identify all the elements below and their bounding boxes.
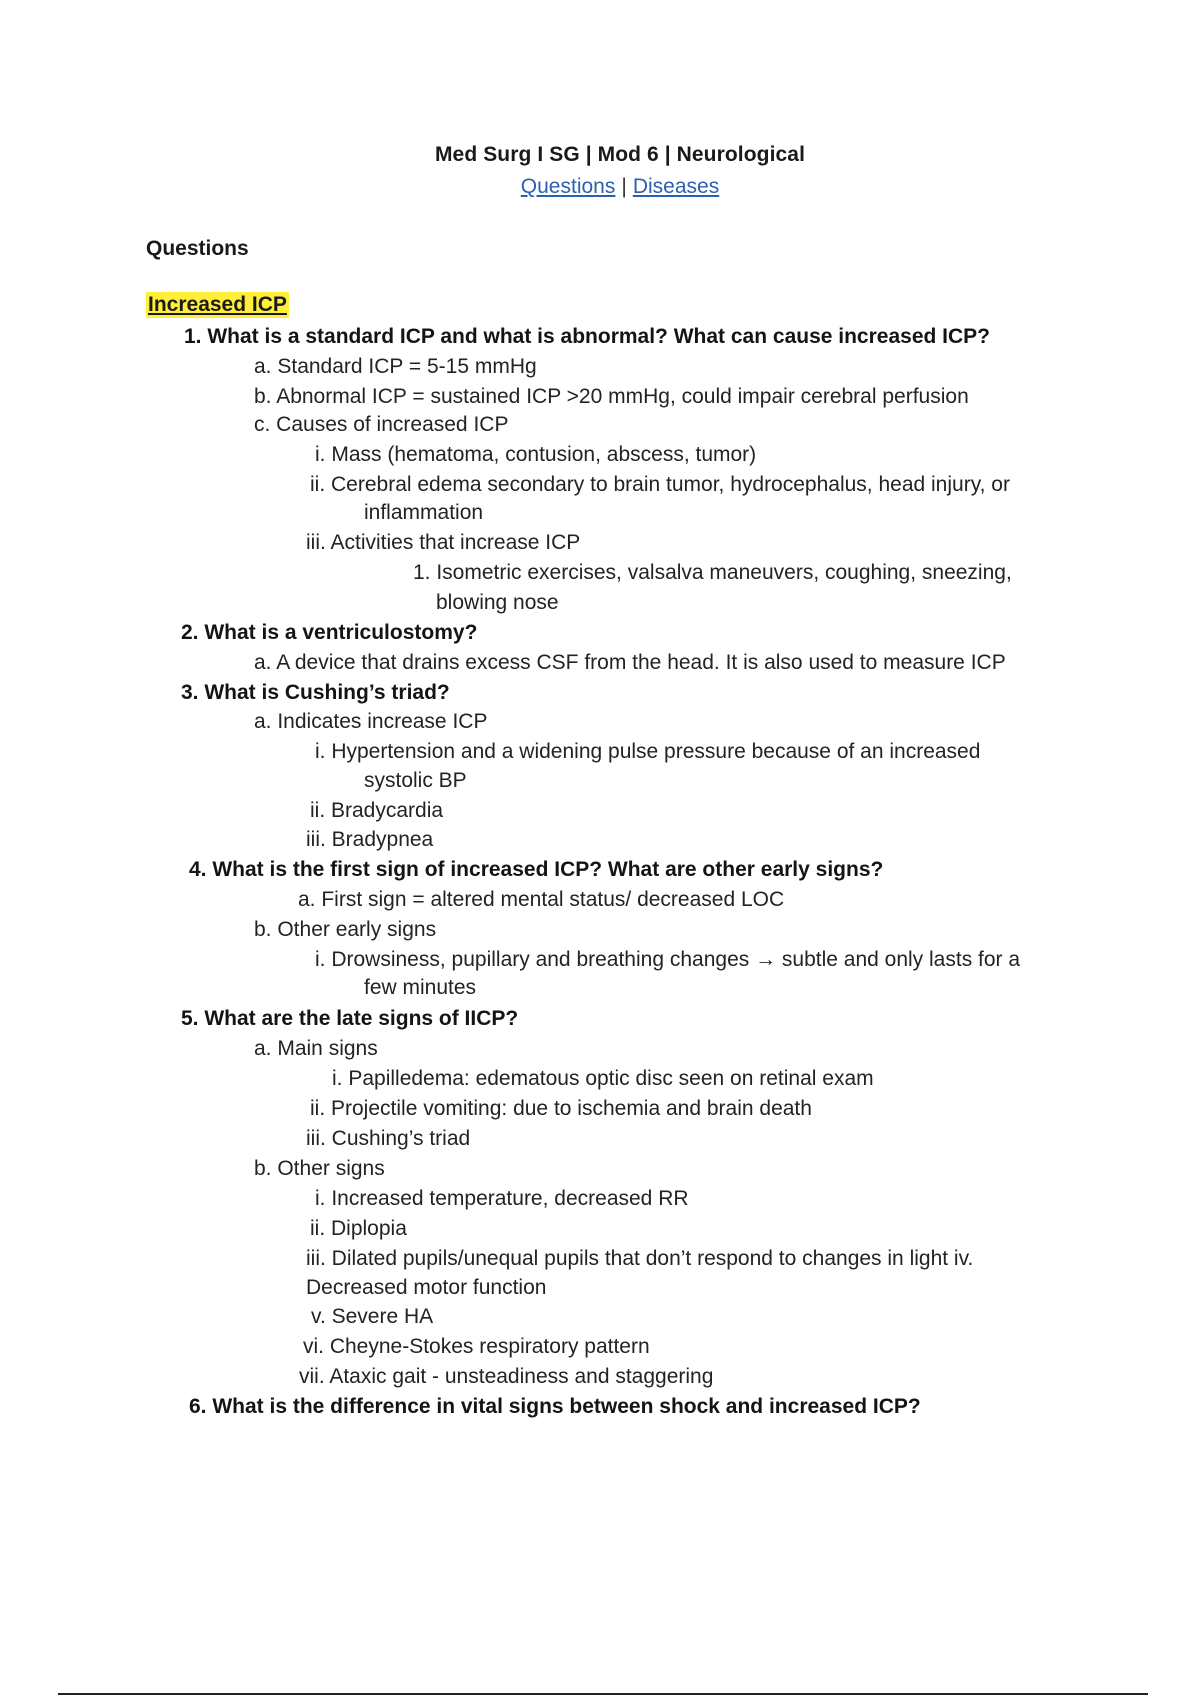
answer-subitem: i. Papilledema: edematous optic disc seen on retinal exam [332,1067,874,1090]
question-2: 2. What is a ventriculostomy? [181,621,478,644]
answer-subitem: iii. Bradypnea [306,828,434,851]
answer-subsubitem: 1. Isometric exercises, valsalva maneuvers, coughing, sneezing, [413,561,1012,584]
answer-item: a. Standard ICP = 5-15 mmHg [254,355,537,378]
answer-item: a. Indicates increase ICP [254,710,488,733]
answer-item: b. Other early signs [254,918,437,941]
answer-item: a. A device that drains excess CSF from the head. It is also used to measure ICP [254,651,1006,674]
answer-subitem: i. Drowsiness, pupillary and breathing changes → subtle and only lasts for a [315,948,1021,971]
section-heading: Questions [146,237,249,260]
question-5: 5. What are the late signs of IICP? [181,1007,519,1030]
answer-subitem-continued: inflammation [364,501,484,524]
answer-subitem: vii. Ataxic gait - unsteadiness and staggering [299,1365,714,1388]
question-1: 1. What is a standard ICP and what is abnormal? What can cause increased ICP? [184,325,990,348]
answer-subitem: iii. Cushing’s triad [306,1127,471,1150]
answer-item: a. First sign = altered mental status/ decreased LOC [298,888,785,911]
nav-separator: | [621,175,627,198]
document-nav [0,175,1200,199]
diseases-link[interactable]: Diseases [632,175,720,198]
answer-subitem: iii. Dilated pupils/unequal pupils that don’t respond to changes in light iv. [306,1247,974,1270]
answer-subitem: i. Increased temperature, decreased RR [315,1187,689,1210]
answer-subitem-continued: few minutes [364,976,477,999]
questions-link[interactable]: Questions [520,175,616,198]
answer-subitem-continued: systolic BP [364,769,467,792]
topic-heading-highlighted: Increased ICP [148,293,287,316]
answer-subitem: i. Hypertension and a widening pulse pressure because of an increased [315,740,981,763]
question-3: 3. What is Cushing’s triad? [181,681,450,704]
answer-subitem: vi. Cheyne-Stokes respiratory pattern [303,1335,650,1358]
answer-subitem: ii. Cerebral edema secondary to brain tumor, hydrocephalus, head injury, or [310,473,1010,496]
answer-subitem: ii. Projectile vomiting: due to ischemia and brain death [310,1097,812,1120]
answer-subitem: ii. Bradycardia [310,799,444,822]
answer-item: c. Causes of increased ICP [254,413,509,436]
answer-subitem: iii. Activities that increase ICP [306,531,581,554]
answer-subitem: ii. Diplopia [310,1217,407,1240]
question-4: 4. What is the first sign of increased ICP? What are other early signs? [189,858,884,881]
answer-subsubitem-continued: blowing nose [436,591,559,614]
answer-item: b. Abnormal ICP = sustained ICP >20 mmHg, could impair cerebral perfusion [254,385,969,408]
answer-item: b. Other signs [254,1157,385,1180]
answer-subitem: v. Severe HA [311,1305,434,1328]
footer-rule [58,1693,1148,1695]
question-6: 6. What is the difference in vital signs between shock and increased ICP? [189,1395,921,1418]
answer-subitem-continued: Decreased motor function [306,1276,547,1299]
answer-item: a. Main signs [254,1037,378,1060]
answer-subitem: i. Mass (hematoma, contusion, abscess, tumor) [315,443,757,466]
document-title: Med Surg I SG | Mod 6 | Neurological [434,143,806,166]
